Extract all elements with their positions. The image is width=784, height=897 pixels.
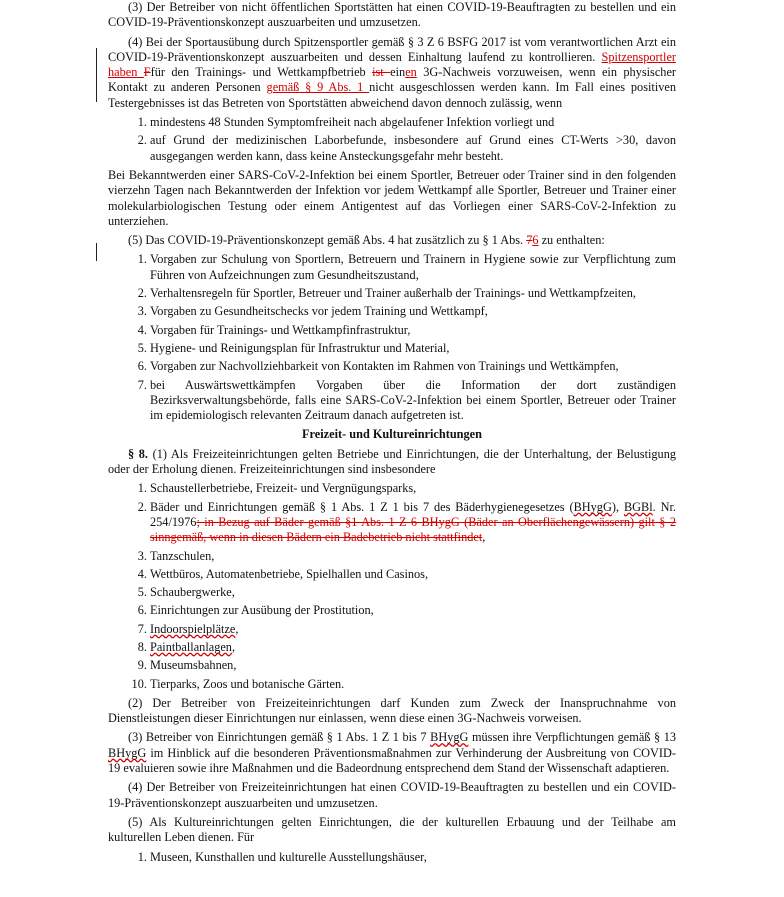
list-item: 3. Tanzschulen,	[150, 549, 676, 564]
list-item: 1. mindestens 48 Stunden Symptomfreiheit nach abgelaufener Infektion vorliegt und	[150, 115, 676, 130]
list-item: 4. Vorgaben für Trainings- und Wettkampfinfrastruktur,	[150, 323, 676, 338]
list-item: 6. Einrichtungen zur Ausübung der Prostitution,	[150, 603, 676, 618]
paragraph-sport-4: (4) Bei der Sportausübung durch Spitzensportler gemäß § 3 Z 6 BSFG 2017 ist vom verantwortlichen Arzt ein COVID-19-Präventionskonzept auszuarbeiten und dessen Einhaltung laufend zu kontrollieren. Spitzensportler haben Ffür den Trainings- und Wettkampfbetrieb ist einen 3G-Nachweis vorzuweisen, wenn ein physischer Kontakt zu anderen Personen gemäß § 9 Abs. 1 nicht ausgeschlossen werden kann. Im Fall eines positiven Testergebnisses ist das Betreten von Sportstätten abweichend davon dennoch zulässig, wenn	[108, 34, 676, 110]
list-item: 1. Museen, Kunsthallen und kulturelle Ausstellungshäuser,	[150, 850, 676, 865]
list-item: 7. Indoorspielplätze,	[150, 622, 676, 637]
list-freizeit	[108, 481, 676, 692]
insertion: gemäß § 9 Abs. 1	[266, 80, 370, 95]
list-item: 2. auf Grund der medizinischen Laborbefunde, insbesondere auf Grund eines CT-Werts >30, davon ausgegangen werden kann, dass keine Ansteckungsgefahr mehr besteht.	[150, 133, 676, 164]
paragraph-s8-4: (4) Der Betreiber von Freizeiteinrichtungen hat einen COVID-19-Beauftragten zu bestellen und ein COVID-19-Präventionskonzept auszuarbeiten und umzusetzen.	[108, 780, 676, 810]
list-sport-5	[108, 252, 676, 423]
list-item: 1. Schaustellerbetriebe, Freizeit- und Vergnügungsparks,	[150, 481, 676, 496]
list-item: 7. bei Auswärtswettkämpfen Vorgaben über die Information der dort zuständigen Bezirksverwaltungsbehörde, falls eine SARS-CoV-2-Infektion bei einem Sportler, Betreuer oder Trainer im epidemiologisch relevanten Zeitraum danach aufgetreten ist.	[150, 378, 676, 424]
insertion: Spitzensportler haben	[108, 49, 676, 80]
list-kultur	[108, 850, 676, 865]
list-sport-4	[108, 115, 676, 164]
paragraph-s8-2: (2) Der Betreiber von Freizeiteinrichtungen darf Kunden zum Zweck der Inanspruchnahme von Dienstleistungen dieser Einrichtungen nur einlassen, wenn diese einen 3G-Nachweis vorweisen.	[108, 695, 676, 726]
list-item: 9. Museumsbahnen,	[150, 658, 676, 673]
paragraph-sport-5: (5) Das COVID-19-Präventionskonzept gemäß Abs. 4 hat zusätzlich zu § 1 Abs. 76 zu enthalten:	[128, 233, 605, 248]
list-item: 1. Vorgaben zur Schulung von Sportlern, Betreuern und Trainern in Hygiene sowie zur Verpflichtung zum Führen von Aufzeichnungen zum Gesundheitszustand,	[150, 252, 676, 283]
paragraph-s8-1: § 8. (1) Als Freizeiteinrichtungen gelten Betriebe und Einrichtungen, die der Unterhaltung, der Belustigung oder der Erholung dienen. Freizeiteinrichtungen sind insbesondere	[108, 446, 677, 477]
deletion: F	[143, 65, 151, 80]
deletion: 7	[526, 233, 533, 248]
insertion: en	[405, 65, 417, 80]
change-bar	[96, 48, 97, 102]
change-bar	[96, 243, 97, 261]
deletion: ist	[372, 65, 391, 80]
list-item: 5. Hygiene- und Reinigungsplan für Infrastruktur und Material,	[150, 341, 676, 356]
section-number: § 8.	[128, 446, 148, 461]
list-item: 8. Paintballanlagen,	[150, 640, 676, 655]
insertion: 6	[532, 233, 539, 248]
list-item: 5. Schaubergwerke,	[150, 585, 676, 600]
paragraph-s8-5: (5) Als Kultureinrichtungen gelten Einrichtungen, die der kulturellen Erbauung und der Teilhabe am kulturellen Leben dienen. Für	[108, 814, 676, 845]
paragraph-sport-3: (3) Der Betreiber von nicht öffentlichen Sportstätten hat einen COVID-19-Beauftragten zu bestellen und ein COVID-19-Präventionskonzept auszuarbeiten und umzusetzen.	[108, 0, 676, 30]
list-item: 6. Vorgaben zur Nachvollziehbarkeit von Kontakten im Rahmen von Trainings und Wettkämpfen,	[150, 359, 676, 374]
paragraph-s8-3: (3) Betreiber von Einrichtungen gemäß § 1 Abs. 1 Z 1 bis 7 BHygG müssen ihre Verpflichtungen gemäß § 13 BHygG im Hinblick auf die besonderen Präventionsmaßnahmen zur Verhinderung der Ausbreitung von COVID-19 evaluieren sowie ihre Maßnahmen und die Badeordnung entsprechend dem Stand der Wissenschaft adaptieren.	[108, 730, 677, 776]
deletion: ; in Bezug auf Bäder gemäß §1 Abs. 1 Z 6 BHygG (Bäder an Oberflächengewässern) gilt § 2 sinngemäß, wenn in diesen Bädern ein Badebetrieb nicht stattfindet	[150, 514, 676, 545]
list-item: 10. Tierparks, Zoos und botanische Gärten.	[150, 677, 676, 692]
list-item: 2. Bäder und Einrichtungen gemäß § 1 Abs. 1 Z 1 bis 7 des Bäderhygienegesetzes (BHygG), BGBl. Nr. 254/1976; in Bezug auf Bäder gemäß §1 Abs. 1 Z 6 BHygG (Bäder an Oberflächengewässern) gilt § 2 sinngemäß, wenn in diesen Bädern ein Badebetrieb nicht stattfindet,	[150, 500, 676, 546]
paragraph-sport-4-after: Bei Bekanntwerden einer SARS-CoV-2-Infektion bei einem Sportler, Betreuer oder Trainer sind in den folgenden vierzehn Tagen nach Bekanntwerden der Infektion vor jedem Wettkampf alle Sportler, Betreuer und Trainer einer molekularbiologischen Testung oder einem Antigentest auf das Vorliegen einer SARS-CoV-2-Infektion zu unterziehen.	[108, 167, 676, 228]
list-item: 4. Wettbüros, Automatenbetriebe, Spielhallen und Casinos,	[150, 567, 676, 582]
document-page	[108, 0, 676, 869]
list-item: 3. Vorgaben zu Gesundheitschecks vor jedem Training und Wettkampf,	[150, 304, 676, 319]
section-heading: Freizeit- und Kultureinrichtungen	[302, 427, 482, 442]
list-item: 2. Verhaltensregeln für Sportler, Betreuer und Trainer außerhalb der Trainings- und Wettkampfzeiten,	[150, 286, 676, 301]
